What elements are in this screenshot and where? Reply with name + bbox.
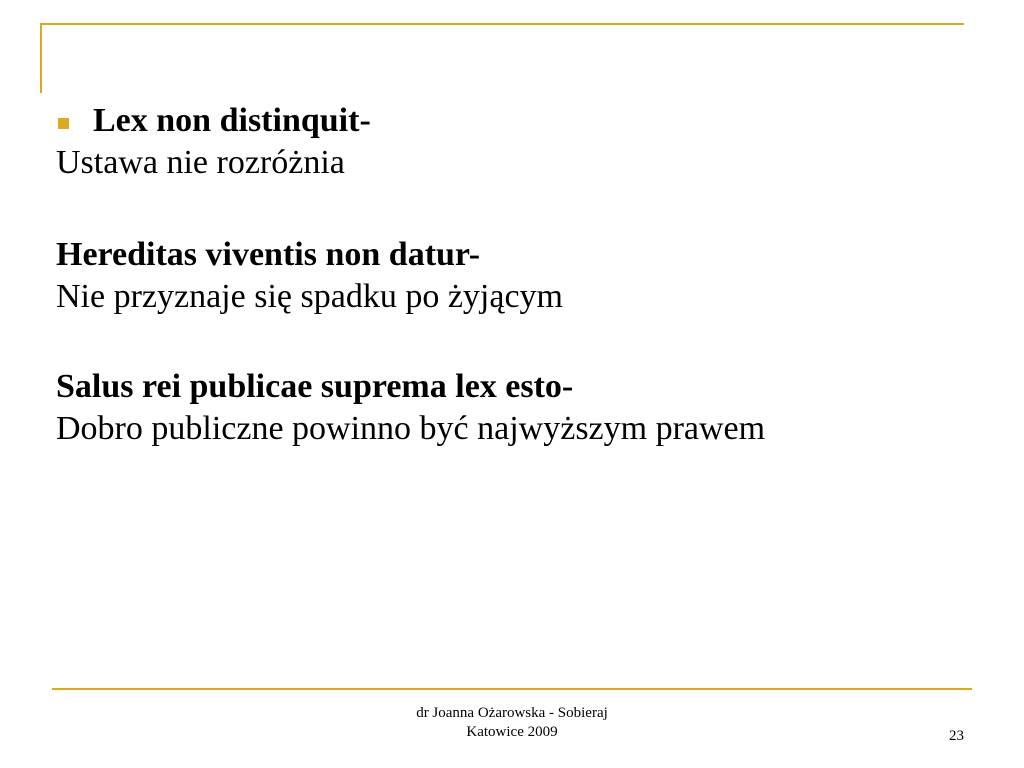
frame-top-line — [40, 23, 964, 25]
footer — [312, 704, 712, 742]
frame-left-line — [40, 23, 42, 93]
maxim-2-polish: Nie przyznaje się spadku po żyjącym — [56, 278, 563, 315]
slide-content — [56, 100, 976, 450]
page-number: 23 — [949, 728, 964, 744]
square-bullet-icon — [58, 118, 69, 129]
maxim-1-latin-text: Lex non distinquit- — [93, 102, 371, 139]
footer-place-year: Katowice 2009 — [466, 724, 558, 740]
maxim-1-polish: Ustawa nie rozróżnia — [56, 144, 345, 181]
footer-author: dr Joanna Ożarowska - Sobieraj — [416, 705, 608, 721]
maxim-3-polish: Dobro publiczne powinno być najwyższym prawem — [56, 410, 766, 447]
spacer — [56, 318, 976, 366]
maxim-1-latin — [56, 100, 976, 142]
footer-divider-line — [52, 688, 972, 690]
maxim-3-latin: Salus rei publicae suprema lex esto- — [56, 368, 574, 405]
maxim-2-latin: Hereditas viventis non datur- — [56, 236, 481, 273]
spacer — [56, 184, 976, 234]
